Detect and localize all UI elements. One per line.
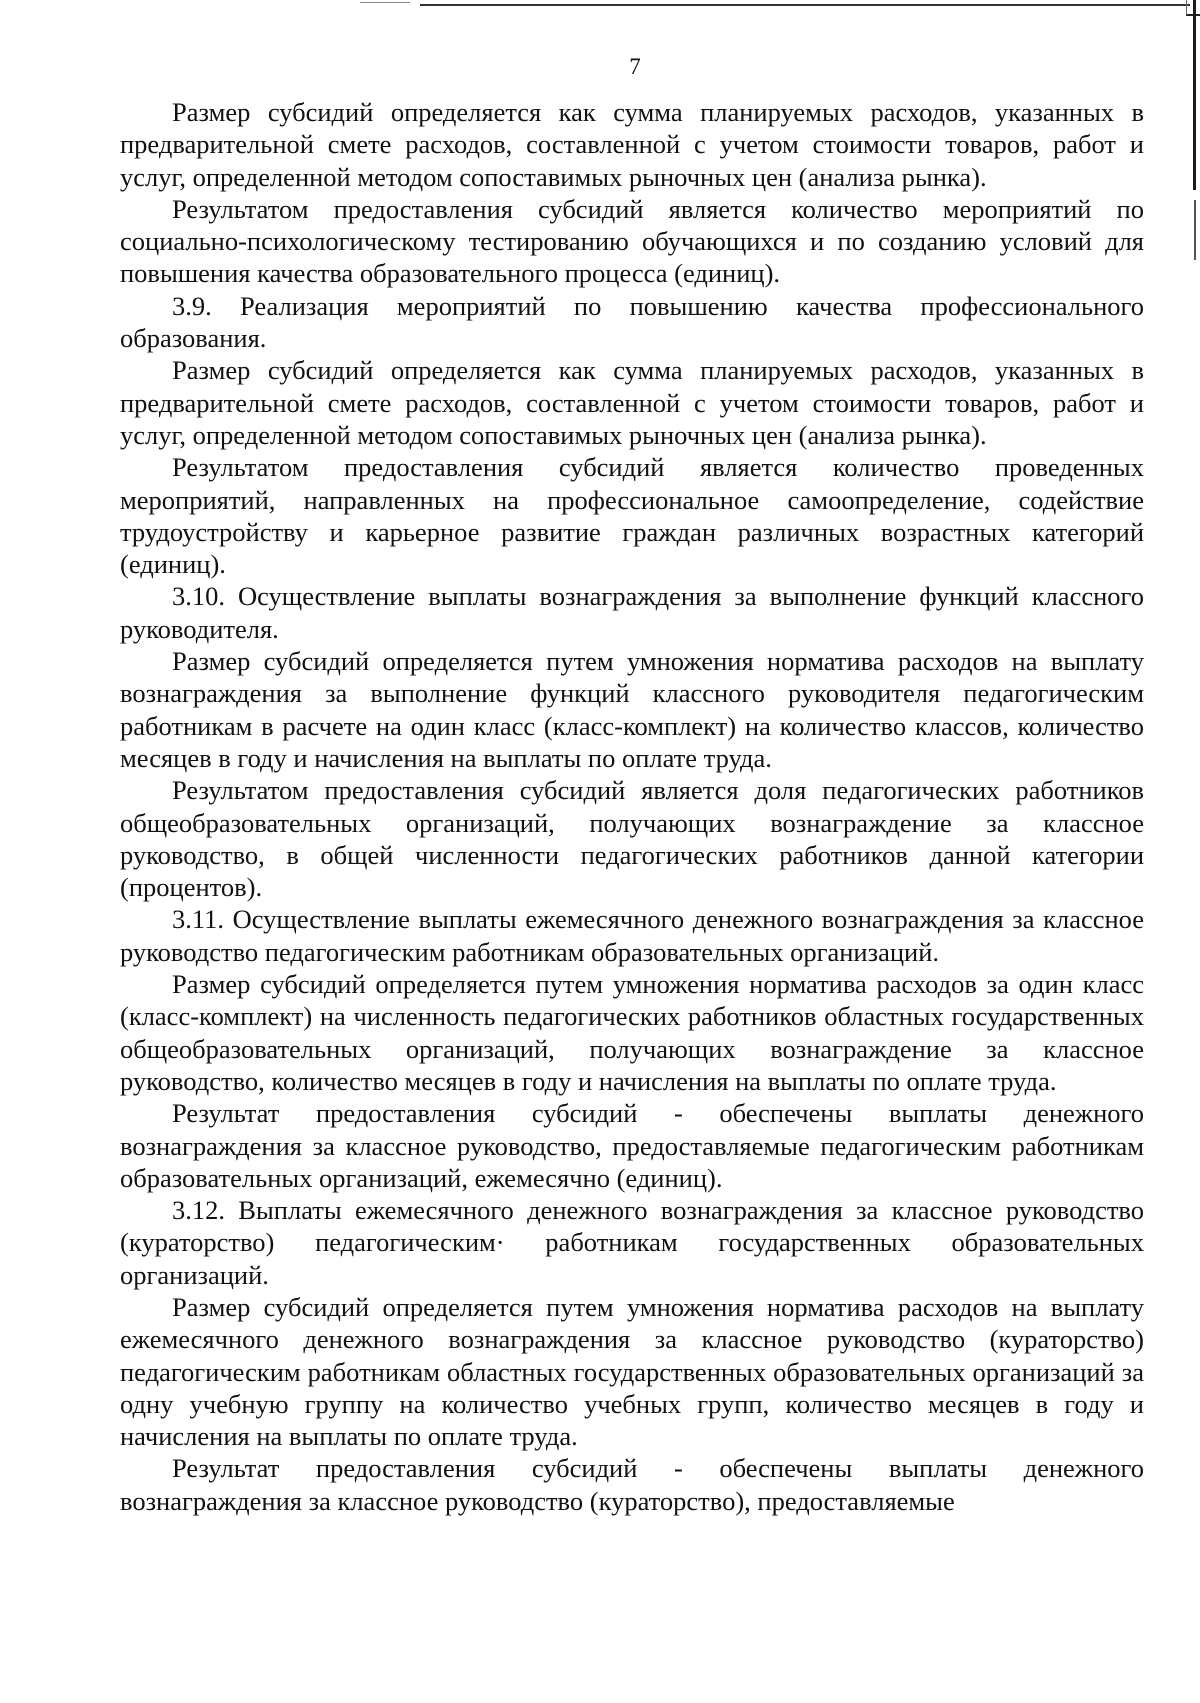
document-body [120,96,1144,1517]
paragraph: Размер субсидий определяется как сумма планируемых расходов, указанных в предварительной смете расходов, составленной с учетом стоимости товаров, работ и услуг, определенной методом сопоставимых рыночных цен (анализа рынка). [120,355,1144,450]
section-heading-3-10: 3.10. Осуществление выплаты вознаграждения за выполнение функций классного руководителя. [120,581,1144,644]
paragraph: Результат предоставления субсидий - обеспечены выплаты денежного вознаграждения за классное руководство, предоставляемые педагогическим работникам образовательных организаций, ежемесячно (единиц). [120,1098,1144,1193]
scan-artifact-right-edge-lower [1194,200,1196,260]
section-heading-3-12: 3.12. Выплаты ежемесячного денежного вознаграждения за классное руководство (кураторство) педагогическим· работникам государственных образовательных организаций. [120,1195,1144,1290]
paragraph: Размер субсидий определяется путем умножения норматива расходов на выплату вознаграждения за выполнение функций классного руководителя педагогическим работникам в расчете на один класс (класс-комплект) на количество классов, количество месяцев в году и начисления на выплаты по оплате труда. [120,646,1144,773]
paragraph: Размер субсидий определяется путем умножения норматива расходов за один класс (класс-комплект) на численность педагогических работников областных государственных общеобразовательных организаций, получающих вознаграждение за классное руководство, количество месяцев в году и начисления на выплаты по оплате труда. [120,969,1144,1096]
scan-artifact-right-edge [1193,0,1196,190]
paragraph: Размер субсидий определяется путем умножения норматива расходов на выплату ежемесячного денежного вознаграждения за классное руководство (кураторство) педагогическим работникам областных государственных образовательных организаций за одну учебную группу на количество учебных групп, количество месяцев в году и начисления на выплаты по оплате труда. [120,1291,1144,1452]
section-heading-3-9: 3.9. Реализация мероприятий по повышению качества профессионального образования. [120,290,1144,354]
paragraph: Результатом предоставления субсидий является количество мероприятий по социально-психологическому тестированию обучающихся и по созданию условий для повышения качества образовательного процесса (единиц). [120,193,1144,289]
scan-artifact-top-rule [420,4,1190,6]
paragraph: Результат предоставления субсидий - обеспечены выплаты денежного вознаграждения за классное руководство (кураторство), предоставляемые [120,1453,1144,1516]
scan-artifact-top-faint [360,2,410,3]
paragraph: Размер субсидий определяется как сумма планируемых расходов, указанных в предварительной смете расходов, составленной с учетом стоимости товаров, работ и услуг, определенной методом сопоставимых рыночных цен (анализа рынка). [120,97,1144,192]
section-heading-3-11: 3.11. Осуществление выплаты ежемесячного денежного вознаграждения за классное руководство педагогическим работникам образовательных организаций. [120,904,1144,967]
page-number: 7 [629,54,641,79]
paragraph: Результатом предоставления субсидий является количество проведенных мероприятий, направленных на профессиональное самоопределение, содействие трудоустройству и карьерное развитие граждан различных возрастных категорий (единиц). [120,452,1144,580]
paragraph: Результатом предоставления субсидий является доля педагогических работников общеобразовательных организаций, получающих вознаграждение за классное руководство, в общей численности педагогических работников данной категории (процентов). [120,775,1144,903]
